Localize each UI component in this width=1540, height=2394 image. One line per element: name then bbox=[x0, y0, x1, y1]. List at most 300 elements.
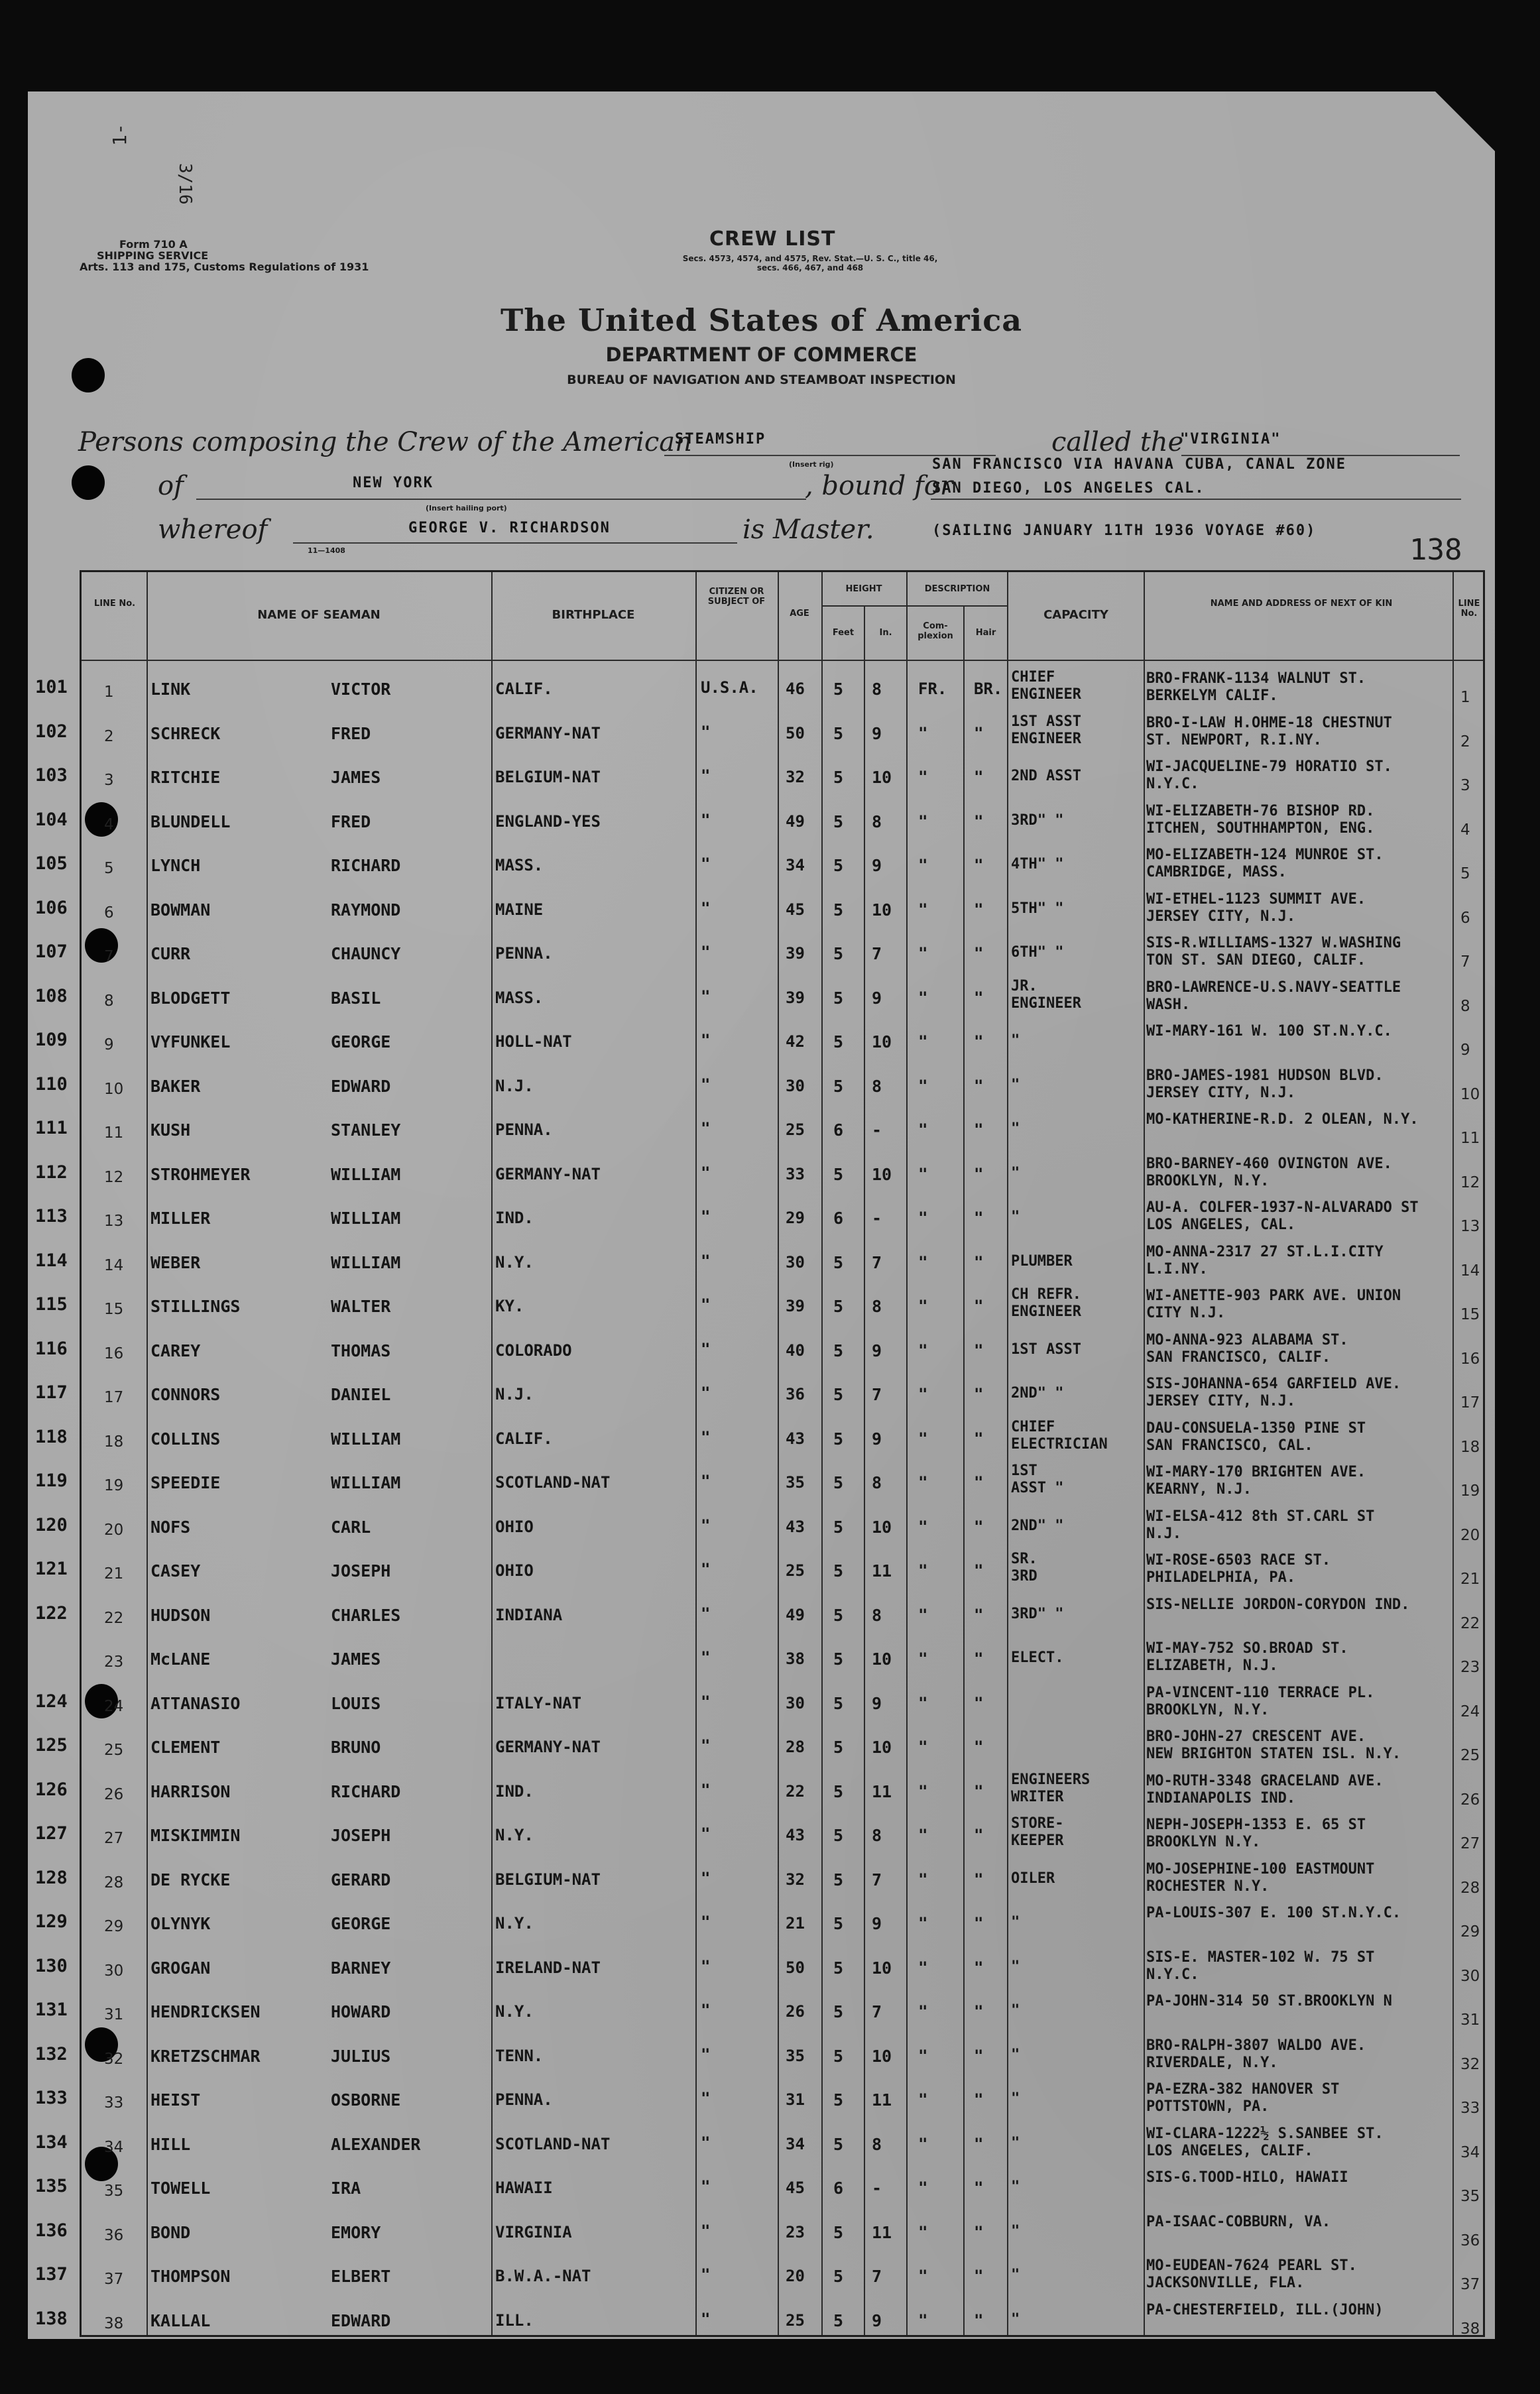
seaman-surname: STROHMEYER bbox=[150, 1164, 251, 1184]
next-of-kin-line1: PA-ISAAC-COBBURN, VA. bbox=[1146, 2213, 1331, 2230]
is-master-label: is Master. bbox=[742, 514, 874, 545]
line-number: 29 bbox=[104, 1918, 124, 1935]
birthplace: IRELAND-NAT bbox=[495, 1958, 601, 1977]
age: 22 bbox=[786, 1781, 805, 1801]
next-of-kin-line2: L.I.NY. bbox=[1146, 1260, 1208, 1278]
next-of-kin-line1: WI-ELSA-412 8th ST.CARL ST bbox=[1146, 1508, 1375, 1525]
next-of-kin-line1: PA-LOUIS-307 E. 100 ST.N.Y.C. bbox=[1146, 1905, 1401, 1921]
table-row bbox=[35, 665, 1483, 709]
next-of-kin-line1: PA-EZRA-382 HANOVER ST bbox=[1146, 2081, 1340, 2098]
citizenship: " bbox=[701, 1075, 711, 1094]
seaman-surname: BOWMAN bbox=[150, 900, 211, 920]
table-row bbox=[35, 1327, 1483, 1371]
crew-list-title: CREW LIST bbox=[709, 227, 836, 251]
capacity-line1: 3RD" " bbox=[1011, 1605, 1064, 1622]
next-of-kin-line1: SIS-NELLIE JORDON-CORYDON IND. bbox=[1146, 1596, 1410, 1613]
seaman-surname: DE RYCKE bbox=[150, 1870, 231, 1889]
row-handwritten-number: 124 bbox=[35, 1691, 68, 1712]
row-handwritten-number: 137 bbox=[35, 2264, 68, 2285]
capacity-line1: " bbox=[1011, 2267, 1020, 2283]
height-feet: 5 bbox=[833, 900, 844, 920]
age: 39 bbox=[786, 988, 805, 1007]
hair: " bbox=[974, 768, 984, 786]
birthplace: COLORADO bbox=[495, 1341, 572, 1360]
height-inches: 9 bbox=[872, 1693, 882, 1713]
complexion: " bbox=[918, 1120, 928, 1139]
hair: " bbox=[974, 2310, 984, 2330]
capacity-line2: ELECTRICIAN bbox=[1011, 1435, 1108, 1453]
complexion: " bbox=[918, 811, 928, 831]
age: 45 bbox=[786, 900, 805, 919]
table-row bbox=[35, 1944, 1483, 1988]
citizenship: " bbox=[701, 1384, 711, 1402]
height-feet: 5 bbox=[833, 1517, 844, 1537]
next-of-kin-line1: WI-ETHEL-1123 SUMMIT AVE. bbox=[1146, 890, 1366, 908]
citizenship: " bbox=[701, 2133, 711, 2152]
capacity-line1: JR. bbox=[1011, 977, 1037, 994]
height-feet: 5 bbox=[833, 2002, 844, 2021]
table-row bbox=[35, 929, 1483, 974]
next-of-kin-line1: WI-ANETTE-903 PARK AVE. UNION bbox=[1146, 1287, 1401, 1304]
seaman-surname: THOMPSON bbox=[150, 2267, 231, 2286]
height-inches: 10 bbox=[872, 1738, 892, 1757]
height-feet: 5 bbox=[833, 1649, 844, 1669]
birthplace: HAWAII bbox=[495, 2179, 553, 2197]
seaman-given-name: WILLIAM bbox=[331, 1473, 401, 1492]
next-of-kin-line1: WI-MARY-161 W. 100 ST.N.Y.C. bbox=[1146, 1023, 1392, 1040]
line-number-right: 30 bbox=[1460, 1967, 1480, 1985]
seaman-given-name: WILLIAM bbox=[331, 1252, 401, 1272]
line-number: 27 bbox=[104, 1830, 124, 1847]
birthplace: BELGIUM-NAT bbox=[495, 1870, 601, 1889]
next-of-kin-line1: WI-MAY-752 SO.BROAD ST. bbox=[1146, 1640, 1348, 1657]
complexion: " bbox=[918, 1781, 928, 1801]
complexion: " bbox=[918, 1870, 928, 1889]
citizenship: " bbox=[701, 1825, 711, 1843]
table-row bbox=[35, 1238, 1483, 1283]
birthplace: IND. bbox=[495, 1209, 534, 1227]
seaman-surname: SPEEDIE bbox=[150, 1473, 221, 1492]
birthplace: HOLL-NAT bbox=[495, 1032, 572, 1051]
complexion: " bbox=[918, 1517, 928, 1536]
seaman-given-name: CARL bbox=[331, 1517, 371, 1537]
row-handwritten-number: 112 bbox=[35, 1162, 68, 1183]
birthplace: SCOTLAND-NAT bbox=[495, 2134, 611, 2153]
line-number: 26 bbox=[104, 1785, 124, 1803]
line-number-right: 25 bbox=[1460, 1747, 1480, 1764]
seaman-surname: LINK bbox=[150, 680, 191, 699]
height-inches: 10 bbox=[872, 900, 892, 920]
next-of-kin-line1: WI-ROSE-6503 RACE ST. bbox=[1146, 1552, 1331, 1569]
line-number: 18 bbox=[104, 1433, 124, 1451]
hair: " bbox=[974, 723, 984, 743]
next-of-kin-line2: SAN FRANCISCO, CALIF. bbox=[1146, 1348, 1331, 1366]
citizenship: " bbox=[701, 1516, 711, 1535]
line-number: 36 bbox=[104, 2226, 124, 2244]
height-feet: 5 bbox=[833, 988, 844, 1008]
complexion: " bbox=[918, 2310, 928, 2330]
hair: " bbox=[974, 900, 984, 919]
line-number: 31 bbox=[104, 2006, 124, 2023]
complexion: " bbox=[918, 1252, 928, 1272]
line-number-right: 14 bbox=[1460, 1262, 1480, 1280]
citizenship: " bbox=[701, 943, 711, 961]
citizenship: " bbox=[701, 1119, 711, 1138]
row-handwritten-number: 131 bbox=[35, 2000, 68, 2020]
seaman-surname: CLEMENT bbox=[150, 1738, 221, 1757]
height-feet: 5 bbox=[833, 1164, 844, 1184]
line-number: 6 bbox=[104, 904, 114, 922]
line-number-right: 29 bbox=[1460, 1923, 1480, 1941]
next-of-kin-line1: BRO-FRANK-1134 WALNUT ST. bbox=[1146, 670, 1366, 687]
height-feet: 5 bbox=[833, 1385, 844, 1404]
next-of-kin-line2: ELIZABETH, N.J. bbox=[1146, 1657, 1278, 1674]
table-row bbox=[35, 1856, 1483, 1900]
table-row bbox=[82, 1635, 1483, 1679]
line-number: 10 bbox=[104, 1080, 124, 1098]
height-inches: 7 bbox=[872, 1252, 882, 1272]
table-row bbox=[35, 1062, 1483, 1107]
citizenship: " bbox=[701, 1648, 711, 1667]
age: 50 bbox=[786, 723, 805, 743]
birthplace: KY. bbox=[495, 1297, 524, 1315]
destination-line2: SAN DIEGO, LOS ANGELES CAL. bbox=[932, 480, 1205, 497]
height-feet: 5 bbox=[833, 2267, 844, 2286]
line-number: 4 bbox=[104, 815, 114, 833]
table-row bbox=[35, 1899, 1483, 1944]
table-row bbox=[35, 1503, 1483, 1547]
line-number-right: 10 bbox=[1460, 1085, 1480, 1103]
seaman-surname: CAREY bbox=[150, 1341, 201, 1360]
capacity-line1: 1ST ASST bbox=[1011, 713, 1081, 730]
next-of-kin-line1: WI-JACQUELINE-79 HORATIO ST. bbox=[1146, 758, 1392, 775]
row-handwritten-number: 120 bbox=[35, 1514, 68, 1535]
row-handwritten-number: 108 bbox=[35, 985, 68, 1006]
table-row bbox=[35, 2164, 1483, 2208]
row-handwritten-number: 107 bbox=[35, 941, 68, 962]
line-number-right: 13 bbox=[1460, 1218, 1480, 1235]
table-row bbox=[35, 1415, 1483, 1459]
next-of-kin-line1: BRO-LAWRENCE-U.S.NAVY-SEATTLE bbox=[1146, 979, 1401, 996]
complexion: " bbox=[918, 2002, 928, 2021]
birthplace: GERMANY-NAT bbox=[495, 723, 601, 743]
header-age: AGE bbox=[790, 609, 809, 619]
seaman-surname: HENDRICKSEN bbox=[150, 2002, 261, 2021]
header-hair: Hair bbox=[975, 628, 996, 638]
capacity-line2: ENGINEER bbox=[1011, 686, 1081, 703]
complexion: " bbox=[918, 1693, 928, 1712]
birthplace: GERMANY-NAT bbox=[495, 1738, 601, 1756]
line-number-right: 9 bbox=[1460, 1042, 1470, 1059]
next-of-kin-line2: BROOKLYN N.Y. bbox=[1146, 1834, 1261, 1850]
next-of-kin-line2: SAN FRANCISCO, CAL. bbox=[1146, 1437, 1313, 1454]
age: 42 bbox=[786, 1032, 805, 1051]
table-row bbox=[35, 798, 1483, 842]
next-of-kin-line1: SIS-JOHANNA-654 GARFIELD AVE. bbox=[1146, 1376, 1401, 1392]
seaman-surname: NOFS bbox=[150, 1517, 191, 1537]
next-of-kin-line2: ROCHESTER N.Y. bbox=[1146, 1878, 1270, 1895]
seaman-surname: VYFUNKEL bbox=[150, 1032, 231, 1051]
line-number-right: 28 bbox=[1460, 1879, 1480, 1897]
capacity-line2: ENGINEER bbox=[1011, 994, 1081, 1012]
next-of-kin-line2: ITCHEN, SOUTHHAMPTON, ENG. bbox=[1146, 819, 1375, 837]
next-of-kin-line2: JERSEY CITY, N.J. bbox=[1146, 1393, 1296, 1409]
complexion: " bbox=[918, 944, 928, 963]
next-of-kin-line1: SIS-G.TOOD-HILO, HAWAII bbox=[1146, 2169, 1348, 2186]
department-heading: DEPARTMENT OF COMMERCE bbox=[605, 343, 918, 366]
citizenship: " bbox=[701, 722, 711, 741]
height-inches: - bbox=[872, 2179, 882, 2198]
next-of-kin-line1: NEPH-JOSEPH-1353 E. 65 ST bbox=[1146, 1817, 1366, 1833]
age: 35 bbox=[786, 1473, 805, 1492]
capacity-line2: KEEPER bbox=[1011, 1832, 1064, 1849]
age: 49 bbox=[786, 811, 805, 831]
height-inches: 9 bbox=[872, 723, 882, 743]
birthplace: CALIF. bbox=[495, 1429, 553, 1448]
line-number: 20 bbox=[104, 1521, 124, 1539]
page-number: 138 bbox=[1409, 533, 1462, 567]
complexion: " bbox=[918, 1297, 928, 1315]
seaman-given-name: JOSEPH bbox=[331, 1826, 391, 1845]
line-number-right: 32 bbox=[1460, 2055, 1480, 2073]
line-number: 8 bbox=[104, 992, 114, 1010]
line-number-right: 18 bbox=[1460, 1438, 1480, 1456]
row-handwritten-number: 126 bbox=[35, 1779, 68, 1800]
capacity-line1: " bbox=[1011, 1914, 1020, 1931]
line-number-right: 22 bbox=[1460, 1614, 1480, 1632]
hair: " bbox=[974, 1517, 984, 1536]
hair: " bbox=[974, 1649, 984, 1668]
table-row bbox=[35, 841, 1483, 886]
complexion: " bbox=[918, 1341, 928, 1360]
line-number: 28 bbox=[104, 1874, 124, 1891]
age: 34 bbox=[786, 856, 805, 874]
seaman-given-name: BASIL bbox=[331, 988, 381, 1008]
complexion: " bbox=[918, 2222, 928, 2242]
height-inches: 11 bbox=[872, 1561, 892, 1581]
next-of-kin-line2: N.Y.C. bbox=[1146, 1966, 1199, 1983]
line-number-right: 8 bbox=[1460, 997, 1470, 1015]
age: 38 bbox=[786, 1649, 805, 1668]
seaman-surname: HARRISON bbox=[150, 1781, 231, 1801]
citizenship: " bbox=[701, 2089, 711, 2108]
height-feet: 5 bbox=[833, 1914, 844, 1933]
seaman-given-name: IRA bbox=[331, 2179, 361, 2198]
header-line-no: LINE No. bbox=[93, 599, 136, 609]
age: 20 bbox=[786, 2267, 805, 2285]
row-handwritten-number: 114 bbox=[35, 1250, 68, 1271]
line-number: 1 bbox=[104, 684, 114, 701]
table-row bbox=[35, 1370, 1483, 1415]
seaman-given-name: GERARD bbox=[331, 1870, 391, 1889]
next-of-kin-line1: MO-JOSEPHINE-100 EASTMOUNT bbox=[1146, 1860, 1375, 1878]
seaman-surname: TOWELL bbox=[150, 2179, 211, 2198]
statutes-line: Secs. 4573, 4574, and 4575, Rev. Stat.—U. S. C., title 46, bbox=[682, 254, 938, 263]
next-of-kin-line1: SIS-E. MASTER-102 W. 75 ST bbox=[1146, 1948, 1375, 1966]
next-of-kin-line1: BRO-BARNEY-460 OVINGTON AVE. bbox=[1146, 1155, 1392, 1172]
line-number: 22 bbox=[104, 1609, 124, 1627]
table-row bbox=[35, 1723, 1483, 1767]
capacity-line1: " bbox=[1011, 1209, 1020, 1225]
citizenship: " bbox=[701, 810, 711, 829]
seaman-given-name: BARNEY bbox=[331, 1958, 391, 1978]
hair: " bbox=[974, 1605, 984, 1624]
seaman-given-name: THOMAS bbox=[331, 1341, 391, 1360]
height-feet: 5 bbox=[833, 1738, 844, 1757]
height-inches: - bbox=[872, 1120, 882, 1140]
birthplace: SCOTLAND-NAT bbox=[495, 1473, 611, 1492]
birthplace: MASS. bbox=[495, 988, 544, 1007]
birthplace: OHIO bbox=[495, 1517, 534, 1536]
table-row bbox=[35, 2120, 1483, 2165]
hair: " bbox=[974, 1252, 984, 1272]
header-citizen: CITIZEN OR SUBJECT OF bbox=[707, 587, 766, 607]
line-number-right: 19 bbox=[1460, 1482, 1480, 1500]
seaman-surname: WEBER bbox=[150, 1252, 201, 1272]
next-of-kin-line1: BRO-RALPH-3807 WALDO AVE. bbox=[1146, 2037, 1366, 2054]
next-of-kin-line2: INDIANAPOLIS IND. bbox=[1146, 1789, 1296, 1807]
age: 30 bbox=[786, 1252, 805, 1272]
capacity-line1: " bbox=[1011, 2310, 1020, 2328]
seaman-given-name: ELBERT bbox=[331, 2267, 391, 2286]
capacity-line1: SR. bbox=[1011, 1551, 1037, 1567]
height-inches: 7 bbox=[872, 1385, 882, 1404]
next-of-kin-line1: WI-CLARA-1222½ S.SANBEE ST. bbox=[1146, 2125, 1384, 2142]
next-of-kin-line2: CAMBRIDGE, MASS. bbox=[1146, 864, 1287, 880]
seaman-given-name: FRED bbox=[331, 811, 371, 831]
age: 31 bbox=[786, 2090, 805, 2109]
seaman-surname: STILLINGS bbox=[150, 1297, 241, 1316]
line-number-right: 35 bbox=[1460, 2188, 1480, 2205]
hair: " bbox=[974, 1870, 984, 1889]
line-number: 14 bbox=[104, 1256, 124, 1274]
line-number: 2 bbox=[104, 727, 114, 745]
header-name-of-seaman: NAME OF SEAMAN bbox=[257, 608, 381, 622]
hair: " bbox=[974, 811, 984, 831]
margin-note-right: 3/16 bbox=[175, 163, 195, 205]
next-of-kin-line2: NEW BRIGHTON STATEN ISL. N.Y. bbox=[1146, 1746, 1401, 1762]
next-of-kin-line1: BRO-I-LAW H.OHME-18 CHESTNUT bbox=[1146, 714, 1392, 731]
age: 32 bbox=[786, 768, 805, 786]
age: 49 bbox=[786, 1605, 805, 1624]
citizenship: " bbox=[701, 1604, 711, 1623]
height-feet: 5 bbox=[833, 768, 844, 787]
seaman-given-name: WILLIAM bbox=[331, 1209, 401, 1228]
seaman-surname: ATTANASIO bbox=[150, 1693, 241, 1713]
next-of-kin-line1: MO-KATHERINE-R.D. 2 OLEAN, N.Y. bbox=[1146, 1111, 1419, 1128]
line-number: 5 bbox=[104, 860, 114, 877]
line-number: 13 bbox=[104, 1213, 124, 1230]
hair: " bbox=[974, 1164, 984, 1183]
seaman-given-name: EDWARD bbox=[331, 2310, 391, 2330]
form-number-block bbox=[80, 239, 369, 272]
row-handwritten-number: 117 bbox=[35, 1382, 68, 1403]
complexion: " bbox=[918, 1561, 928, 1580]
capacity-line2: ASST " bbox=[1011, 1480, 1064, 1496]
seaman-surname: KRETZSCHMAR bbox=[150, 2046, 261, 2066]
hair: " bbox=[974, 944, 984, 963]
birthplace: B.W.A.-NAT bbox=[495, 2267, 591, 2285]
height-feet: 5 bbox=[833, 2134, 844, 2154]
line-number-right: 1 bbox=[1460, 689, 1470, 706]
citizenship: " bbox=[701, 2001, 711, 2019]
row-handwritten-number: 138 bbox=[35, 2308, 68, 2329]
complexion: FR. bbox=[918, 680, 947, 698]
height-inches: 9 bbox=[872, 856, 882, 875]
seaman-given-name: DANIEL bbox=[331, 1385, 391, 1404]
capacity-line1: " bbox=[1011, 1076, 1020, 1093]
seaman-given-name: RAYMOND bbox=[331, 900, 401, 920]
height-inches: 7 bbox=[872, 2267, 882, 2286]
citizenship: " bbox=[701, 1472, 711, 1490]
row-handwritten-number: 133 bbox=[35, 2088, 68, 2108]
height-feet: 5 bbox=[833, 1032, 844, 1051]
table-row bbox=[35, 1459, 1483, 1503]
complexion: " bbox=[918, 768, 928, 786]
citizenship: U.S.A. bbox=[701, 678, 758, 697]
age: 21 bbox=[786, 1914, 805, 1933]
seaman-surname: HEIST bbox=[150, 2090, 201, 2110]
line-number: 34 bbox=[104, 2138, 124, 2156]
row-handwritten-number: 101 bbox=[35, 677, 68, 697]
hair: " bbox=[974, 1914, 984, 1933]
row-handwritten-number: 135 bbox=[35, 2176, 68, 2196]
table-row bbox=[35, 1282, 1483, 1327]
height-inches: 11 bbox=[872, 2090, 892, 2110]
punch-hole bbox=[72, 465, 105, 500]
seaman-given-name: JULIUS bbox=[331, 2046, 391, 2066]
next-of-kin-line1: AU-A. COLFER-1937-N-ALVARADO ST bbox=[1146, 1199, 1419, 1216]
height-feet: 5 bbox=[833, 944, 844, 963]
birthplace: N.Y. bbox=[495, 1914, 534, 1933]
row-handwritten-number: 119 bbox=[35, 1470, 68, 1491]
row-handwritten-number: 129 bbox=[35, 1911, 68, 1932]
capacity-line1: " bbox=[1011, 1120, 1020, 1137]
height-feet: 5 bbox=[833, 2046, 844, 2066]
seaman-surname: HILL bbox=[150, 2134, 191, 2154]
next-of-kin-line2: N.J. bbox=[1146, 1525, 1181, 1542]
hair: " bbox=[974, 1341, 984, 1360]
citizenship: " bbox=[701, 1956, 711, 1976]
capacity-line1: " bbox=[1011, 2134, 1020, 2151]
line-number-right: 12 bbox=[1460, 1173, 1480, 1191]
complexion: " bbox=[918, 1826, 928, 1844]
of-label: of bbox=[158, 471, 184, 501]
master-rule bbox=[293, 542, 737, 544]
citizenship: " bbox=[701, 898, 711, 918]
row-handwritten-number: 116 bbox=[35, 1338, 68, 1359]
age: 39 bbox=[786, 1297, 805, 1315]
citizenship: " bbox=[701, 2265, 711, 2284]
seaman-surname: CONNORS bbox=[150, 1385, 221, 1404]
next-of-kin-line2: CITY N.J. bbox=[1146, 1305, 1226, 1321]
height-inches: 10 bbox=[872, 1958, 892, 1978]
line-number: 9 bbox=[104, 1036, 114, 1053]
seaman-given-name: JAMES bbox=[331, 1649, 381, 1669]
form-code: 11—1408 bbox=[308, 546, 345, 555]
height-inches: 9 bbox=[872, 1914, 882, 1933]
birthplace: ITALY-NAT bbox=[495, 1693, 582, 1712]
header-next-of-kin: NAME AND ADDRESS OF NEXT OF KIN bbox=[1210, 599, 1393, 609]
birthplace: ILL. bbox=[495, 2310, 534, 2330]
seaman-surname: SCHRECK bbox=[150, 723, 221, 743]
capacity-line1: " bbox=[1011, 2222, 1020, 2240]
complexion: " bbox=[918, 1738, 928, 1756]
seaman-given-name: RICHARD bbox=[331, 1781, 401, 1801]
rig-value: STEAMSHIP bbox=[675, 431, 766, 448]
seaman-surname: CURR bbox=[150, 944, 191, 963]
height-feet: 5 bbox=[833, 2222, 844, 2242]
